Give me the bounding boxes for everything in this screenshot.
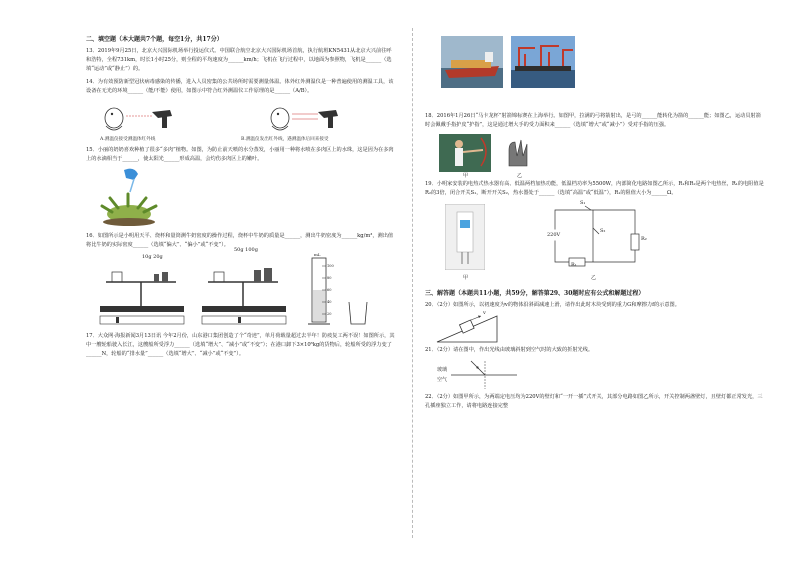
circuit-switch-s1: S₁ [580, 200, 586, 206]
balance-2 [198, 260, 293, 328]
q20-figure [425, 310, 765, 346]
question-22: 22．（2分）如图甲所示，为两端定电压均为220V的壁灯和“一开一插”式开关，其部分电路如图乙所示，开关控制两盏壁灯，且壁灯都正常发光，三孔插座独立工作，请将电路连接完整 [425, 394, 763, 409]
circuit-voltage: 220V [547, 232, 561, 238]
question-13: 13．2019年9月25日，北京大兴国际机场举行投运仪式。中国联合航空北京大兴国际机场首航，执行航班KN5431从北京大兴前往呼和浩特，全程731km，时长1小时25分，则全程的平均速度为______km/h；飞机在飞行过程中，以地面为参照物，飞机是______（选填“运动”或“静止”）的。 [86, 48, 392, 72]
thermometer-figure-a [100, 100, 195, 134]
q14-caption-a: A.测温仪接受测温体红外线 [100, 137, 156, 142]
circuit-resistor-r1: R₁ [571, 262, 577, 268]
cylinder-tick-100: 100 [327, 264, 334, 268]
q14-caption-b: B.测温仪发出红外线，遇测温体后回来接受 [241, 137, 329, 142]
q14-figures [86, 98, 396, 146]
weights-label-2: 50g 100g [234, 247, 258, 253]
refraction-diagram [449, 357, 519, 391]
cylinder-tick-20: 20 [327, 312, 332, 316]
q19-label-a: 甲 [463, 275, 469, 281]
question-18: 18．2016年1月26日“马卡龙杯”射箭锦标赛在上海举行。如图甲，拉满的弓将箭射出，是弓的______能转化为箭的______能；如图乙，运动员射箭时会佩戴手指护皮“护指”，这是通过增大手的受力面积来______（选填“增大”或“减小”）受对手指的压强。 [425, 113, 761, 128]
medium-glass: 玻璃 [437, 367, 448, 373]
q19-figures [425, 200, 765, 282]
column-divider [412, 28, 413, 538]
cylinder-unit: mL [314, 252, 321, 257]
cylinder-tick-60: 60 [327, 288, 332, 292]
medium-air: 空气 [437, 377, 448, 383]
circuit-switch-s2: S₂ [600, 228, 606, 234]
cylinder-tick-40: 40 [327, 300, 332, 304]
archer-photo [439, 134, 491, 172]
question-20: 20．（2分）如图所示，以初速度为v的物体沿斜面减速上滑，请作出此时木块受到的重力G和摩擦力f的示意图。 [425, 302, 680, 308]
question-19: 19．小明家安装的电热式热水器有高、低温两档加热功能，低温档功率为5500W，内部简化电路如图乙所示，R₁和R₂是两个电热丝，R₁的电阻值是R₂的3倍，闭合开关S₁，断开开关S₂，热水器处于______（选填“高温”或“低温”），R₁的阻值大小为______Ω。 [425, 181, 764, 196]
q16-figures [86, 247, 396, 330]
beaker [346, 298, 370, 326]
question-14: 14．为有效预防新型冠状病毒感染的传播，进入人员密集的公共场所时需要测量体温。体外红外测温仪是一种普遍使用的测温工具，该设备在无光的环境______（能/不能）使用，如图示中符合红外测温仪工作原理的是______（A/B）。 [86, 79, 394, 94]
right-column [425, 28, 765, 411]
cargo-ship-photo [441, 36, 503, 88]
q18-figures [425, 132, 765, 180]
velocity-label: v [483, 310, 486, 316]
port-cranes-photo [511, 36, 575, 88]
question-16: 16．如图所示是小明用天平、烧杯和量筒测牛奶密度的操作过程，烧杯中牛奶的质量是______，测出牛奶密度为______kg/m³，测出值将比牛奶的实际密度______（选填“偏大”、“偏小”或“不变”）。 [86, 233, 394, 248]
left-column [86, 28, 396, 359]
q21-figure [425, 355, 765, 391]
section-2-title: 二、填空题（本大题共7个题，每空1分，共17分） [86, 36, 223, 43]
question-21: 21．（2分）请在图中，作出光线由玻璃斜射到空气时的大致的折射光线。 [425, 347, 594, 353]
weights-label-1: 10g 20g [142, 254, 163, 260]
question-15: 15．小丽的奶奶喜欢种植了很多“多肉”植物。如图，为防止前天喷的水分蒸发，小丽用一种将水喷在多肉区上的水珠，这是因为在多肉上的水滴相当于______，使太阳光______形成高温，会灼伤多肉区上的嫩叶。 [86, 147, 394, 162]
finger-guard [503, 136, 533, 170]
q18-label-b: 乙 [517, 173, 523, 179]
cylinder-tick-80: 80 [327, 276, 332, 280]
q17-ship-photos [425, 28, 765, 90]
water-heater-photo [445, 204, 485, 270]
q18-label-a: 甲 [463, 173, 469, 179]
thermometer-figure-b [266, 100, 361, 134]
succulent-dropper-figure [94, 166, 164, 228]
question-17: 17．大众网·海报新闻3月13日讯 今年2月份，山东港口集团创造了个“奇迹”，单月荷载量超过去半年！防疫复工两不误！如图所示，其中一艘轮船驶入长江，这艘船所受浮力______（选填“增大”、“减小”或“不变”）；在港口卸下3×10⁶kg的货物后，轮船所受的浮力变了______N，轮船的“排水量”______（选填“增大”、“减小”或“不变”）。 [86, 333, 395, 357]
circuit-resistor-r2: R₂ [641, 236, 647, 242]
balance-1 [96, 260, 191, 328]
section-3-title: 三、解答题（本题共11小题，共59分，解答第29、30题时应有公式和解题过程） [425, 290, 645, 297]
incline-block-diagram [435, 312, 505, 346]
q19-label-b: 乙 [591, 275, 597, 281]
